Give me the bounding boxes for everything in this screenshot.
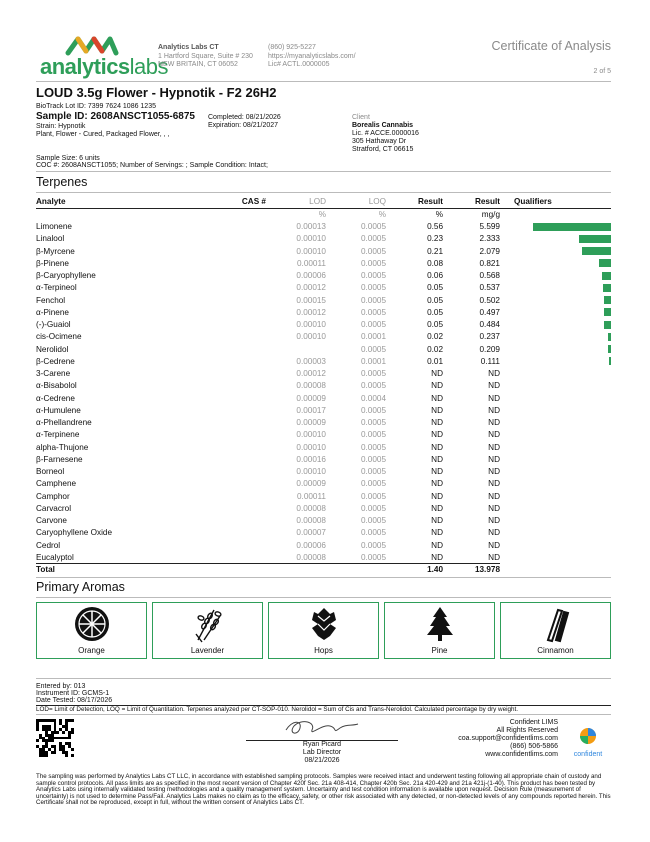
result-pct-cell: ND [431, 467, 443, 477]
product-title: LOUD 3.5g Flower - Hypnotik - F2 26H2 [36, 85, 277, 100]
cas-cell [236, 294, 266, 306]
result-pct-cell: 0.05 [427, 283, 443, 293]
table-row [36, 343, 611, 355]
result-pct-cell: ND [431, 369, 443, 379]
table-header-row [36, 196, 611, 208]
lod-cell: 0.00006 [296, 540, 326, 550]
cas-cell [236, 551, 266, 563]
confident-logo-icon [578, 726, 598, 746]
table-row [36, 319, 611, 331]
analyte-cell: Fenchol [36, 295, 66, 305]
table-row [36, 539, 611, 551]
result-pct-cell: ND [431, 442, 443, 452]
analyte-cell: α-Pinene [36, 307, 69, 317]
result-pct-cell: ND [431, 393, 443, 403]
result-mg-cell: ND [488, 516, 500, 526]
loq-cell: 0.0005 [360, 320, 386, 330]
lod-cell [266, 343, 326, 355]
qualifier-cell [500, 343, 611, 355]
lod-cell: 0.00007 [296, 528, 326, 538]
result-bar [602, 272, 611, 280]
result-pct-cell: ND [431, 528, 443, 538]
cas-cell [236, 490, 266, 502]
result-pct-cell: 0.05 [427, 295, 443, 305]
cas-cell [236, 478, 266, 490]
cas-cell [236, 245, 266, 257]
lod-cell: 0.00009 [296, 418, 326, 428]
lod-cell: 0.00010 [296, 430, 326, 440]
cas-cell [236, 368, 266, 380]
sample-type: Plant, Flower - Cured, Packaged Flower, , , [36, 131, 170, 138]
result-pct-cell: 0.01 [427, 356, 443, 366]
entered-by: Entered by: 013 [36, 683, 86, 690]
completed-date: Completed: 08/21/2026 [208, 114, 281, 121]
loq-cell: 0.0005 [360, 295, 386, 305]
cas-cell [236, 527, 266, 539]
loq-cell: 0.0005 [360, 344, 386, 354]
result-mg-cell: ND [488, 442, 500, 452]
expiration-date: Expiration: 08/21/2027 [208, 122, 279, 129]
pine-icon [420, 604, 460, 644]
lod-cell: 0.00008 [296, 552, 326, 562]
lab-name: Analytics Labs CT [158, 44, 219, 51]
result-mg-cell: 0.821 [479, 258, 500, 268]
table-row [36, 270, 611, 282]
cas-cell [236, 515, 266, 527]
qualifier-cell [500, 245, 611, 257]
cas-cell [236, 282, 266, 294]
lod-cell: 0.00010 [296, 320, 326, 330]
terpenes-section-title: Terpenes [36, 175, 88, 189]
loq-cell: 0.0005 [360, 540, 386, 550]
disclaimer: The sampling was performed by Analytics Labs CT LLC, in accordance with established sampling protocols. Samples were received intact and underwent testing following all appropriate chain of custody and sample control protocols. All pass limits are as specified in the most recent version of Chapter 420f Sec. 21a 408-414, Chapter 420b Sec. 21a 420-429 and 21a 421j-(1-40). This product has been tested by Analytics Labs using internally validated testing methodologies and a quality management system. Uncertainty and test condition information is available upon request. Decision Rule (measurement of uncertainty) is not used to determine Pass/Fail. Analytics Labs makes no claim as to the efficacy, safety, or other risk associated with any detected, or non-detected levels of any compounds reported herein. This Certificate shall not be reproduced, except in full, without the written consent of Analytics Labs CT. [36, 773, 611, 807]
result-bar [604, 321, 611, 329]
lod-cell: 0.00008 [296, 516, 326, 526]
qualifier-cell [500, 453, 611, 465]
orange-icon [72, 604, 112, 644]
qualifier-cell [500, 355, 611, 367]
result-bar [579, 235, 611, 243]
confident-logo: confident [568, 726, 608, 758]
result-pct-cell: ND [431, 430, 443, 440]
lod-cell: 0.00016 [296, 454, 326, 464]
result-pct-cell: 0.23 [427, 234, 443, 244]
loq-cell: 0.0005 [360, 271, 386, 281]
cas-cell [236, 392, 266, 404]
cas-cell [236, 404, 266, 416]
loq-cell: 0.0005 [360, 283, 386, 293]
qualifier-cell [500, 233, 611, 245]
result-mg-cell: 2.079 [479, 246, 500, 256]
analyte-cell: Limonene [36, 222, 72, 232]
table-row [36, 392, 611, 404]
loq-cell: 0.0005 [360, 479, 386, 489]
aromas-section-title: Primary Aromas [36, 580, 125, 594]
loq-cell: 0.0005 [360, 246, 386, 256]
result-pct-cell: 0.56 [427, 222, 443, 232]
result-pct-cell: ND [431, 540, 443, 550]
qualifier-cell [500, 417, 611, 429]
lod-cell: 0.00017 [296, 405, 326, 415]
lod-cell: 0.00011 [297, 258, 326, 268]
qualifier-cell [500, 331, 611, 343]
analyte-cell: Carvacrol [36, 503, 72, 513]
aroma-card-cinnamon: Cinnamon [500, 602, 611, 659]
lims-website-link[interactable]: www.confidentlims.com [485, 751, 558, 758]
result-mg-cell: 0.111 [480, 356, 500, 366]
result-pct-cell: 0.06 [427, 271, 443, 281]
result-mg-cell: ND [488, 552, 500, 562]
lod-cell: 0.00003 [296, 356, 326, 366]
table-row [36, 466, 611, 478]
result-pct-cell: ND [431, 381, 443, 391]
units-row: % % % mg/g [318, 210, 500, 220]
result-pct-cell: ND [431, 503, 443, 513]
terpenes-table [36, 196, 611, 576]
table-row [36, 453, 611, 465]
loq-cell: 0.0005 [360, 234, 386, 244]
aromas-row [36, 602, 611, 659]
result-bar [609, 357, 611, 365]
cas-cell [236, 257, 266, 269]
lod-cell: 0.00010 [296, 246, 326, 256]
qualifier-cell [500, 404, 611, 416]
aroma-card-pine: Pine [384, 602, 495, 659]
analyte-cell: alpha-Thujone [36, 442, 89, 452]
date-tested: Date Tested: 08/17/2026 [36, 697, 113, 704]
analyte-cell: Linalool [36, 234, 65, 244]
client-name: Borealis Cannabis [352, 122, 414, 129]
qualifier-cell [500, 466, 611, 478]
loq-cell: 0.0005 [360, 503, 386, 513]
qualifier-cell [500, 441, 611, 453]
result-mg-cell: 2.333 [479, 234, 500, 244]
lod-note: LOD= Limit of Detection, LOQ = Limit of Quantitation. Terpenes analyzed per CT-SOP-010. Nerolidol = Sum of Cis and Trans-Nerolidol. Calculated percentage by dry weight. [36, 706, 519, 713]
analyte-cell: β-Farnesene [36, 454, 83, 464]
lod-cell: 0.00008 [296, 381, 326, 391]
analyte-cell: α-Bisabolol [36, 381, 77, 391]
col-qualifiers: Qualifiers [500, 196, 611, 208]
coc-info: COC #: 2608ANSCT1055; Number of Servings: ; Sample Condition: Intact; [36, 162, 268, 169]
loq-cell: 0.0005 [360, 405, 386, 415]
cas-cell [236, 233, 266, 245]
lod-cell: 0.00012 [296, 283, 326, 293]
table-row [36, 551, 611, 563]
table-row [36, 355, 611, 367]
qualifier-cell [500, 502, 611, 514]
analyte-cell: α-Terpinene [36, 430, 80, 440]
table-row [36, 257, 611, 269]
result-mg-cell: ND [488, 430, 500, 440]
instrument-id: Instrument ID: GCMS-1 [36, 690, 110, 697]
result-pct-cell: 0.02 [427, 344, 443, 354]
result-mg-cell: ND [488, 479, 500, 489]
result-mg-cell: 0.237 [479, 332, 500, 342]
qualifier-cell [500, 294, 611, 306]
result-mg-cell: 0.497 [479, 307, 500, 317]
qualifier-cell [500, 392, 611, 404]
sample-size: Sample Size: 6 units [36, 155, 100, 162]
analyte-cell: Borneol [36, 467, 65, 477]
analyte-cell: α-Humulene [36, 405, 81, 415]
result-mg-cell: ND [488, 381, 500, 391]
lod-cell: 0.00010 [296, 332, 326, 342]
result-bar [604, 308, 611, 316]
analyte-cell: β-Caryophyllene [36, 271, 96, 281]
loq-cell: 0.0005 [360, 516, 386, 526]
cas-cell [236, 306, 266, 318]
result-mg-cell: 0.502 [479, 295, 500, 305]
analyte-cell: Camphor [36, 491, 70, 501]
table-row [36, 380, 611, 392]
col-analyte: Analyte [36, 196, 236, 208]
lod-cell: 0.00010 [296, 234, 326, 244]
result-mg-cell: ND [488, 503, 500, 513]
qualifier-cell [500, 380, 611, 392]
result-pct-cell: ND [431, 405, 443, 415]
result-mg-cell: 0.537 [479, 283, 500, 293]
loq-cell: 0.0005 [360, 491, 386, 501]
aroma-card-lavender: Lavender [152, 602, 263, 659]
analyte-cell: β-Pinene [36, 258, 69, 268]
loq-cell: 0.0004 [360, 393, 386, 403]
lod-cell: 0.00012 [296, 307, 326, 317]
col-cas: CAS # [236, 196, 266, 208]
result-mg-cell: ND [488, 369, 500, 379]
loq-cell: 0.0005 [360, 528, 386, 538]
result-mg-cell: ND [488, 418, 500, 428]
result-bar [608, 345, 611, 353]
lod-cell: 0.00011 [297, 491, 326, 501]
qualifier-cell [500, 282, 611, 294]
cas-cell [236, 429, 266, 441]
lims-email-link[interactable]: coa.support@confidentlims.com [458, 735, 558, 742]
lab-contact: (860) 925-5227 https://myanalyticslabs.com/ Lic# ACTL.0000005 [268, 44, 356, 68]
cas-cell [236, 502, 266, 514]
result-mg-cell: ND [488, 540, 500, 550]
analyte-cell: α-Cedrene [36, 393, 75, 403]
table-row [36, 404, 611, 416]
sample-id: Sample ID: 2608ANSCT1055-6875 [36, 111, 195, 122]
loq-cell: 0.0005 [360, 222, 386, 232]
analyte-cell: Nerolidol [36, 344, 69, 354]
loq-cell: 0.0005 [360, 454, 386, 464]
col-result-pct: Result [386, 196, 443, 208]
result-mg-cell: 0.209 [479, 344, 500, 354]
result-mg-cell: ND [488, 454, 500, 464]
analyte-cell: Camphene [36, 479, 77, 489]
lod-cell: 0.00008 [296, 503, 326, 513]
table-row [36, 502, 611, 514]
result-pct-cell: 0.08 [427, 258, 443, 268]
cas-cell [236, 380, 266, 392]
qualifier-cell [500, 306, 611, 318]
qualifier-cell [500, 478, 611, 490]
loq-cell: 0.0005 [360, 258, 386, 268]
analyte-cell: β-Myrcene [36, 246, 75, 256]
result-pct-cell: ND [431, 479, 443, 489]
biotrack-id: BioTrack Lot ID: 7399 7624 1086 1235 [36, 103, 156, 110]
qualifier-cell [500, 319, 611, 331]
cas-cell [236, 417, 266, 429]
result-mg-cell: 0.484 [479, 320, 500, 330]
loq-cell: 0.0005 [360, 442, 386, 452]
loq-cell: 0.0005 [360, 467, 386, 477]
analyte-cell: α-Terpineol [36, 283, 77, 293]
analyte-cell: Caryophyllene Oxide [36, 528, 113, 538]
lod-cell: 0.00010 [296, 467, 326, 477]
lod-cell: 0.00013 [296, 222, 326, 232]
analyte-cell: Carvone [36, 516, 67, 526]
loq-cell: 0.0005 [360, 418, 386, 428]
result-pct-cell: ND [431, 516, 443, 526]
table-row [36, 368, 611, 380]
lab-website-link[interactable]: https://myanalyticslabs.com/ [268, 52, 356, 60]
result-bar [533, 223, 611, 231]
loq-cell: 0.0005 [360, 381, 386, 391]
doc-title: Certificate of Analysis [491, 39, 611, 53]
result-bar [599, 259, 611, 267]
lod-cell: 0.00015 [296, 295, 326, 305]
result-pct-cell: ND [431, 491, 443, 501]
result-mg-cell: ND [488, 393, 500, 403]
cas-cell [236, 355, 266, 367]
table-row [36, 331, 611, 343]
result-bar [582, 247, 611, 255]
analyte-cell: Eucalyptol [36, 552, 74, 562]
lab-address: Analytics Labs CT 1 Hartford Square, Suite # 230 NEW BRITAIN, CT 06052 [158, 44, 253, 68]
table-row [36, 282, 611, 294]
signature-icon [282, 716, 362, 740]
result-mg-cell: 5.599 [479, 222, 500, 232]
qualifier-cell [500, 257, 611, 269]
table-row [36, 221, 611, 233]
result-pct-cell: 0.21 [427, 246, 443, 256]
col-lod: LOD [266, 196, 326, 208]
hops-icon [304, 604, 344, 644]
cas-cell [236, 343, 266, 355]
client-info: Client Borealis Cannabis Lic. # ACCE.0000016 305 Hathaway Dr Stratford, CT 06615 [352, 114, 419, 153]
loq-cell: 0.0001 [360, 332, 386, 342]
result-pct-cell: ND [431, 454, 443, 464]
result-pct-cell: 0.05 [427, 307, 443, 317]
aroma-card-hops: Hops [268, 602, 379, 659]
logo-text: analyticslabs [40, 54, 169, 79]
lims-info: Confident LIMS All Rights Reserved coa.support@confidentlims.com (866) 506-5866 www.confidentlims.com [458, 719, 558, 758]
cas-cell [236, 331, 266, 343]
lod-cell: 0.00012 [296, 369, 326, 379]
table-row [36, 294, 611, 306]
table-row [36, 429, 611, 441]
result-bar [604, 296, 611, 304]
strain: Strain: Hypnotik [36, 123, 86, 130]
aroma-card-orange: Orange [36, 602, 147, 659]
table-row [36, 306, 611, 318]
result-mg-cell: ND [488, 405, 500, 415]
analyte-cell: (-)-Guaiol [36, 320, 71, 330]
cas-cell [236, 221, 266, 233]
lod-cell: 0.00006 [296, 271, 326, 281]
result-bar [608, 333, 611, 341]
lod-cell: 0.00009 [296, 393, 326, 403]
loq-cell: 0.0001 [360, 356, 386, 366]
qualifier-cell [500, 539, 611, 551]
analyte-cell: Cedrol [36, 540, 61, 550]
table-row [36, 441, 611, 453]
result-mg-cell: ND [488, 467, 500, 477]
table-row [36, 478, 611, 490]
qualifier-cell [500, 429, 611, 441]
qr-code[interactable] [36, 719, 74, 757]
qualifier-cell [500, 368, 611, 380]
table-row [36, 233, 611, 245]
qualifier-cell [500, 490, 611, 502]
lod-cell: 0.00010 [296, 442, 326, 452]
table-row [36, 527, 611, 539]
cas-cell [236, 441, 266, 453]
analyte-cell: cis-Ocimene [36, 332, 82, 342]
qualifier-cell [500, 551, 611, 563]
cas-cell [236, 539, 266, 551]
qualifier-cell [500, 527, 611, 539]
cas-cell [236, 453, 266, 465]
qualifier-cell [500, 270, 611, 282]
result-pct-cell: 0.02 [427, 332, 443, 342]
result-pct-cell: ND [431, 552, 443, 562]
col-result-mg: Result [443, 196, 500, 208]
result-mg-cell: 0.568 [479, 271, 500, 281]
cinnamon-icon [536, 604, 576, 644]
loq-cell: 0.0005 [360, 552, 386, 562]
cas-cell [236, 319, 266, 331]
result-pct-cell: ND [431, 418, 443, 428]
loq-cell: 0.0005 [360, 307, 386, 317]
col-loq: LOQ [326, 196, 386, 208]
result-bar [603, 284, 611, 292]
total-row: Total 1.40 13.978 [36, 565, 500, 575]
lod-cell: 0.00009 [296, 479, 326, 489]
logo-mark-icon [64, 34, 120, 56]
signatory: Ryan Picard Lab Director 08/21/2026 [302, 741, 342, 764]
cas-cell [236, 466, 266, 478]
loq-cell: 0.0005 [360, 369, 386, 379]
lavender-icon [188, 604, 228, 644]
page-number: 2 of 5 [593, 68, 611, 75]
analyte-cell: β-Cedrene [36, 356, 75, 366]
qualifier-cell [500, 221, 611, 233]
table-row [36, 417, 611, 429]
loq-cell: 0.0005 [360, 430, 386, 440]
table-row [36, 245, 611, 257]
result-mg-cell: ND [488, 491, 500, 501]
result-pct-cell: 0.05 [427, 320, 443, 330]
lab-logo [40, 34, 169, 80]
cas-cell [236, 270, 266, 282]
table-row [36, 515, 611, 527]
analyte-cell: α-Phellandrene [36, 418, 92, 428]
table-row [36, 490, 611, 502]
result-mg-cell: ND [488, 528, 500, 538]
qualifier-cell [500, 515, 611, 527]
analyte-cell: 3-Carene [36, 369, 71, 379]
